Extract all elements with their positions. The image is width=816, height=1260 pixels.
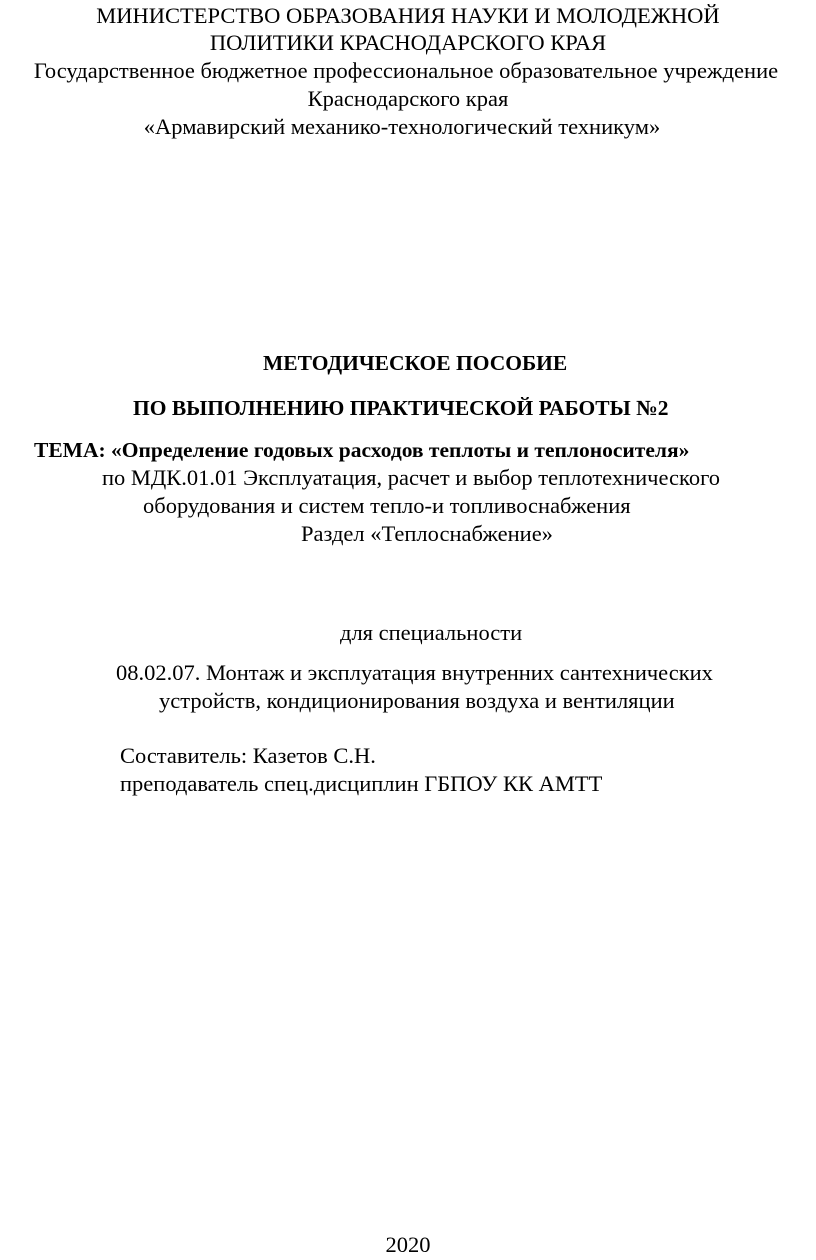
header-institution-line2: Краснодарского края bbox=[307, 86, 509, 111]
header-institution-line1: Государственное бюджетное профессиональное образовательное учреждение bbox=[33, 58, 779, 83]
course-line2: оборудования и систем тепло-и топливоснабжения bbox=[143, 493, 631, 518]
title-line2: ПО ВЫПОЛНЕНИЮ ПРАКТИЧЕСКОЙ РАБОТЫ №2 bbox=[133, 396, 669, 420]
course-section: Раздел «Теплоснабжение» bbox=[301, 521, 553, 546]
theme-title: ТЕМА: «Определение годовых расходов теплоты и теплоносителя» bbox=[34, 438, 690, 462]
specialty-line2: устройств, кондиционирования воздуха и вентиляции bbox=[159, 688, 675, 713]
header-ministry-line1: МИНИСТЕРСТВО ОБРАЗОВАНИЯ НАУКИ И МОЛОДЕЖНОЙ bbox=[96, 3, 720, 28]
publication-year: 2020 bbox=[385, 1232, 431, 1257]
author-position: преподаватель спец.дисциплин ГБПОУ КК АМТТ bbox=[120, 771, 603, 796]
title-line1: МЕТОДИЧЕСКОЕ ПОСОБИЕ bbox=[263, 351, 568, 375]
author-compiler: Составитель: Казетов С.Н. bbox=[120, 743, 376, 768]
specialty-label: для специальности bbox=[340, 620, 523, 645]
course-line1: по МДК.01.01 Эксплуатация, расчет и выбор теплотехнического bbox=[102, 465, 720, 490]
header-ministry-line2: ПОЛИТИКИ КРАСНОДАРСКОГО КРАЯ bbox=[209, 30, 607, 55]
specialty-line1: 08.02.07. Монтаж и эксплуатация внутренних сантехнических bbox=[116, 660, 713, 685]
header-institution-name: «Армавирский механико-технологический техникум» bbox=[143, 114, 661, 139]
